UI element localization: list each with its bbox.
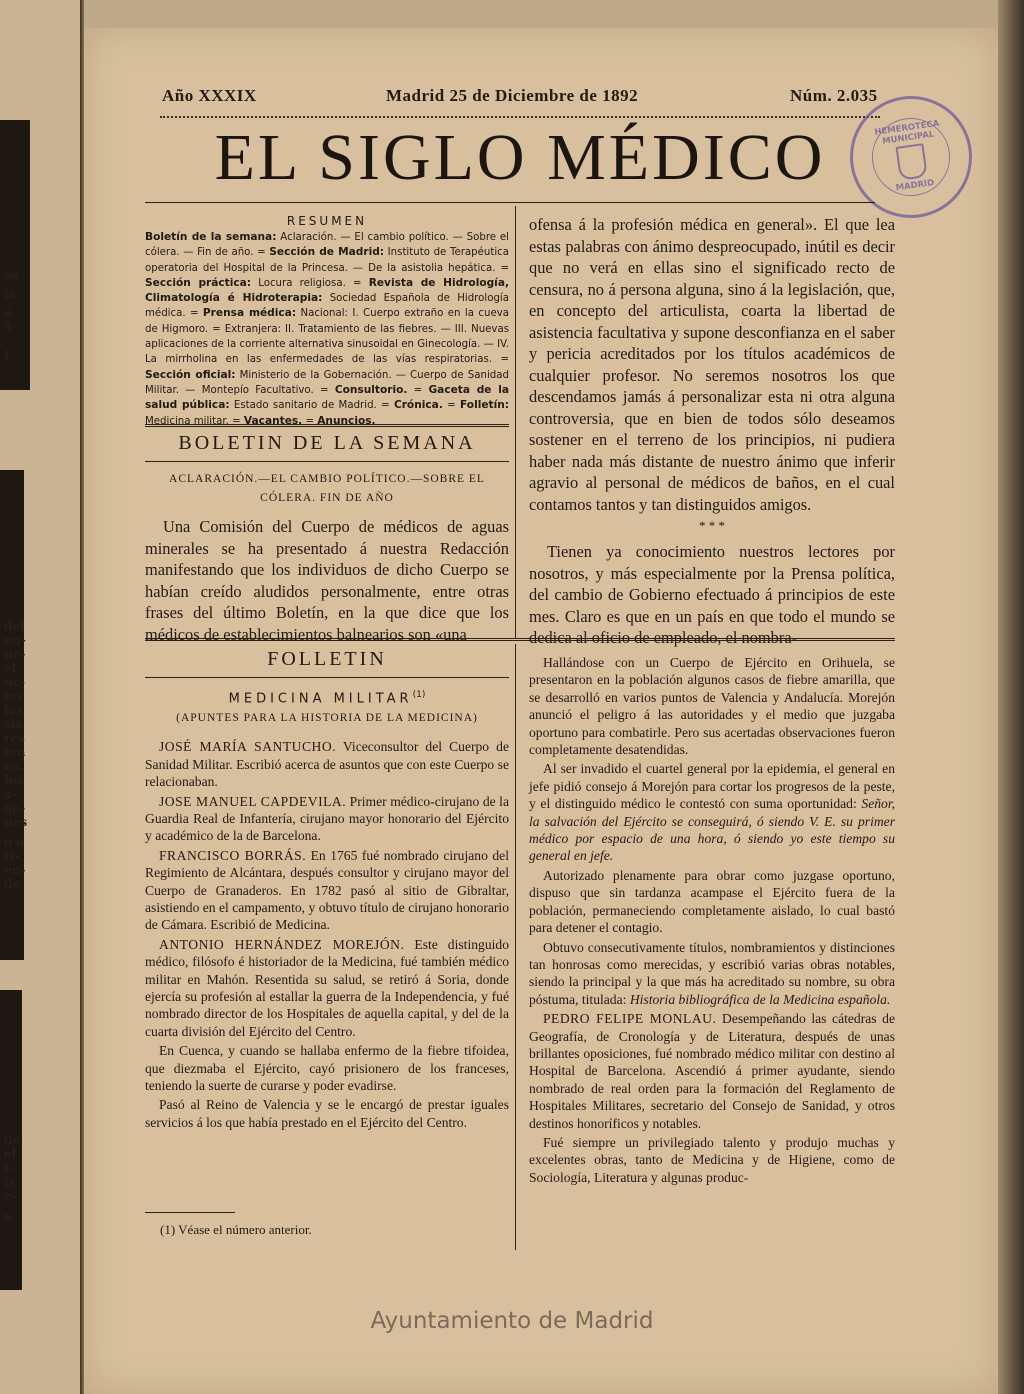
resumen-text: Medicina militar. = (145, 415, 244, 427)
prev-page-fragment: on- (4, 633, 26, 647)
prev-page-fragment: e- (4, 1189, 17, 1203)
folletin-title-rule (145, 677, 509, 678)
folletin-left (145, 648, 509, 1133)
resumen-body (145, 230, 509, 429)
newspaper-title: EL SIGLO MÉDICO (214, 121, 826, 194)
folletin-title: FOLLETIN (267, 648, 387, 670)
resumen-section: Sección de Madrid: (269, 246, 385, 259)
stamp-bottom-text: MADRID (895, 178, 935, 194)
boletin-title: BOLETIN DE LA SEMANA (178, 432, 476, 454)
resumen-text: Sociedad Española de Hidrología médica. = (145, 293, 509, 320)
boletin-body (145, 516, 509, 645)
resumen-text: Locura religiosa. = (251, 277, 369, 289)
resumen-text: Ministerio de la Gobernación. — Cuerpo de Sanidad Militar. — Montepío Facultativo. = (145, 369, 509, 396)
prev-page-fragment: ) (4, 347, 10, 361)
footnote: (1) Véase el número anterior. (160, 1222, 312, 1237)
prev-page-fragment: os. (4, 759, 23, 773)
prev-page-fragment: es (4, 269, 19, 283)
archive-watermark: Ayuntamiento de Madrid (370, 1308, 654, 1334)
resumen-text: Nacional: I. Cuerpo extraño en la cueva de Higmoro. = Extranjera: II. Tratamiento de las fiebres. — III. Nuevas aplicaciones de la corriente alternativa sinusoidal en Ginecología. — IV. La mirrholina en las enfermedades de las vías respiratorias. = (145, 308, 509, 366)
resumen-section: Prensa médica: (202, 307, 297, 320)
resumen-section: Revista de Hidrología, Climatología é Hidroterapia: (145, 276, 509, 305)
bio-entry (145, 793, 509, 845)
book-title: Historia bibliográfica de la Medicina española. (629, 991, 891, 1007)
stamp-top-text: HEMEROTECA MUNICIPAL (873, 118, 941, 147)
coat-of-arms-icon (895, 143, 927, 181)
prev-page-fragment: de (4, 877, 21, 891)
prev-page-fragment: is (4, 1175, 16, 1189)
prev-page-fragment: á (4, 305, 12, 319)
folletin-rule (145, 638, 895, 641)
resumen-text: Aclaración. — El cambio político. — Sobre el cólera. — Fin de año. = (145, 232, 509, 259)
resumen-section: Folletín: (460, 399, 510, 412)
resumen-text: = (302, 415, 318, 427)
resumen-section: Anuncios. (317, 414, 376, 427)
prev-page-fragment: o (4, 1209, 13, 1223)
prev-page-fragment: les (4, 689, 23, 703)
resumen-section: Sección práctica: (145, 276, 252, 289)
folletin-right-body (529, 654, 895, 1186)
resumen-text: = (442, 400, 460, 412)
prev-page-fragment: ion (4, 745, 26, 759)
prev-page-fragment: nes (4, 815, 28, 829)
page-top-edge (84, 0, 998, 28)
resumen-section: Vacantes. (243, 414, 303, 427)
bio-paragraph: En Cuenca, y cuando se hallaba enfermo de la fiebre tifoidea, que diezmaba el Ejército, cayó prisionero de los franceses, teniendo la suerte de curarse y poder evadirse. (145, 1043, 509, 1094)
bio-entry (145, 936, 509, 1040)
bio-text: Desempeñando las cátedras de Geografía, de Cronología y de Literatura, después de unas brillantes oposiciones, fué nombrado médico militar con destino al Hospital de Barcelona. Ascendió á primer ayudante, siendo nombrado de real orden para la formación del Reglamento de Hospitales Militares, secretario del Consejo de Sanidad, y otros destinos honoríficos y notables. (529, 1011, 895, 1131)
resumen-section: Gaceta de la salud pública: (145, 383, 509, 412)
bio-text: Al ser invadido el cuartel general por la epidemia, el general en jefe pidió consejo á Morejón para cortar los progresos de la peste, y el distinguido médico le contestó con suma oportunidad: (529, 761, 895, 812)
right-paragraph: ofensa á la profesión médica en general». El que lea estas palabras con ánimo despreocupado, inútil es decir que no verá en ellas sino el significado recto de censura, no á persona alguna, sino á la legislación, que, en concepto del articulista, coarta la libertad de asistencia facultativa y supone desconfianza en el saber y pericia acreditados por los títulos académicos de cualquier profesor. No seremos nosotros los que descendamos jamás á personalizar esta ni otra alguna controversia, que en bien de todos sólo deseamos sostener en el terreno de los principios, ni pudiera haber nada más distante de nuestro ánimo que inferir agravio al personal de médicos de baños, en el cual contamos tantos y tan distinguidos amigos. (529, 215, 895, 514)
bio-paragraph (529, 939, 895, 1009)
prev-page-fragment: a- (4, 787, 17, 801)
prev-page-fragment: o ó (4, 835, 25, 849)
prev-page-fragment: sis (4, 717, 23, 731)
prev-page-fragment: res (4, 731, 25, 745)
resumen-section: Crónica. (393, 399, 443, 412)
resumen-text: Estado sanitario de Madrid. = (229, 400, 394, 412)
stamp-inner (867, 113, 955, 201)
bio-text: Obtuvo consecutivamente títulos, nombramientos y distinciones tan honrosas como merecidas, y escribió varias obras notables, siendo la principal y la que más ha acreditado su nombre, su obra póstuma, titulada: (529, 939, 895, 1007)
bio-name: JOSE MANUEL CAPDEVILA. (159, 793, 347, 809)
folletin-right (529, 654, 895, 1188)
bio-text: En 1765 fué nombrado cirujano del Regimiento de Alcántara, después consultor y cirujano mayor del Cuerpo de Granaderos. En 1782 pasó al sitio de Gibraltar, asistiendo en el campamento, y obtuvo título de cirujano honorario de Cámara. Escribió de Medicina. (145, 847, 509, 933)
right-paragraph: Tienen ya conocimiento nuestros lectores por nosotros, y más especialmente por la Prensa política, del cambio de Gobierno efectuado á principios de este mes. Claro es que en un país en que todo el mundo se dedica al oficio de empleado, el nombra- (529, 542, 895, 647)
folletin-subtitle2: (APUNTES PARA LA HISTORIA DE LA MEDICINA) (176, 712, 478, 725)
bio-text: Viceconsultor del Cuerpo de Sanidad Militar. Escribió acerca de asuntos que con este Cuerpo se relacionaban. (145, 739, 509, 790)
prev-page-fragment: los (4, 773, 24, 787)
folletin-subtitle-text: MEDICINA MILITAR (228, 691, 413, 707)
bio-entry (145, 847, 509, 934)
prev-page-fragment: ia (4, 287, 17, 301)
previous-page-strip (0, 0, 83, 1394)
boletin-paragraph: Una Comisión del Cuerpo de médicos de aguas minerales se ha presentado á nuestra Redacción manifestando que los individuos de dicho Cuerpo se habían creído aludidos personalmente, entre otras frases del último Boletín, en la que dice que los médicos de establecimientos balnearios son «una (145, 517, 509, 644)
issue-dateline: Madrid 25 de Diciembre de 1892 (386, 86, 639, 105)
bio-entry (145, 738, 509, 790)
prev-page-fragment: ri- (4, 849, 20, 863)
section-asterisks: * * * (699, 518, 725, 533)
resumen-rule (145, 424, 509, 427)
resumen-text: Instituto de Terapéutica operatoria del Hospital de la Princesa. — De la asistolia hepática. = (145, 247, 510, 274)
folletin-subtitle (145, 690, 509, 706)
bio-paragraph (529, 760, 895, 864)
bio-name: PEDRO FELIPE MONLAU. (543, 1011, 717, 1027)
bio-text: Primer médico-cirujano de la Guardia Real de Infantería, cirujano mayor honorario del Ejército y académico de la de Barcelona. (145, 793, 509, 844)
prev-page-fragment: el (4, 661, 17, 675)
prev-page-fragment: los (4, 703, 24, 717)
right-column-top (529, 214, 895, 649)
page-right-edge (998, 0, 1024, 1394)
bio-text: Este distinguido médico, filósofo é historiador de la Medicina, fué también médico militar en Mahón. Resentida su salud, se retiró á Soria, donde ejercía su profesión al estallar la guerra de la Independencia, y fué nombrado director de los Hospitales de aquella capital, y del de la cuarta división del Ejército del Centro. (145, 936, 509, 1039)
prev-page-fragment: el (4, 1147, 17, 1161)
masthead-ornament (160, 108, 880, 118)
bio-paragraph: Hallándose con un Cuerpo de Ejército en Orihuela, se presentaron en la población algunos casos de fiebre amarilla, que se desarrolló en varios puntos de Valencia y Andalucía. Morejón anunció el peligro á las autoridades y el medio que juzgaba oportuno para combatirle. Pero sus acertadas observaciones fueron completamente desatendidas. (529, 655, 895, 758)
prev-page-fragment: en- (4, 863, 26, 877)
resumen-section: Consultorio. (334, 383, 408, 396)
column-divider-bottom (515, 644, 516, 1250)
boletin-title-rule (145, 461, 509, 462)
prev-page-fragment: uc- (4, 675, 26, 689)
bio-name: ANTONIO HERNÁNDEZ MOREJÓN. (159, 936, 405, 952)
folletin-left-body (145, 738, 509, 1131)
prev-page-fragment: del (4, 619, 25, 633)
bio-paragraph: Fué siempre un privilegiado talento y produjo muchas y excelentes obras, tanto de Medicina y de Higiene, como de Sociología, Literatura y algunas produc- (529, 1134, 895, 1185)
prev-page-fragment: ga- (4, 801, 26, 815)
bio-name: JOSÉ MARÍA SANTUCHO. (159, 739, 337, 755)
boletin-subheads: ACLARACIÓN.—EL CAMBIO POLÍTICO.—SOBRE EL CÓLERA. FIN DE AÑO (169, 473, 485, 504)
prev-page-fragment: i- (4, 1161, 14, 1175)
resumen-section: Sección oficial: (145, 368, 236, 381)
bio-entry (529, 1010, 895, 1132)
right-column-body (529, 214, 895, 649)
prev-page-fragment: a- (4, 319, 17, 333)
left-column-top (145, 214, 509, 429)
column-divider-top (515, 206, 516, 638)
resumen-text: = (407, 384, 429, 396)
resumen-heading: RESUMEN (286, 214, 368, 228)
issue-year: Año XXXIX (162, 86, 257, 105)
bio-name: FRANCISCO BORRÁS. (159, 847, 307, 863)
issue-number: Núm. 2.035 (790, 86, 878, 105)
boletin-section (145, 432, 509, 645)
prev-page-fragment: de (4, 1133, 21, 1147)
resumen-section: Boletín de la semana: (145, 231, 277, 243)
bio-quote: Señor, la salvación del Ejército se conseguirá, ó siendo V. E. su primer médico por espacio de una hora, ó siendo yo este tiempo su general en jefe. (529, 796, 895, 864)
prev-page-fragment: ne- (4, 647, 26, 661)
bio-paragraph: Autorizado plenamente para obrar como juzgase oportuno, dispuso que sin tardanza acampase el Ejército fuera de la población, permaneciendo completamente aislado, lo cual bastó para detener el contagio. (529, 867, 895, 936)
footnote-rule (145, 1212, 235, 1213)
masthead-rule (145, 202, 875, 203)
footnote-marker: (1) (412, 690, 426, 700)
bio-paragraph: Pasó al Reino de Valencia y se le encargó de prestar iguales servicios á los que había prestado en el Ejército del Centro. (145, 1097, 509, 1130)
